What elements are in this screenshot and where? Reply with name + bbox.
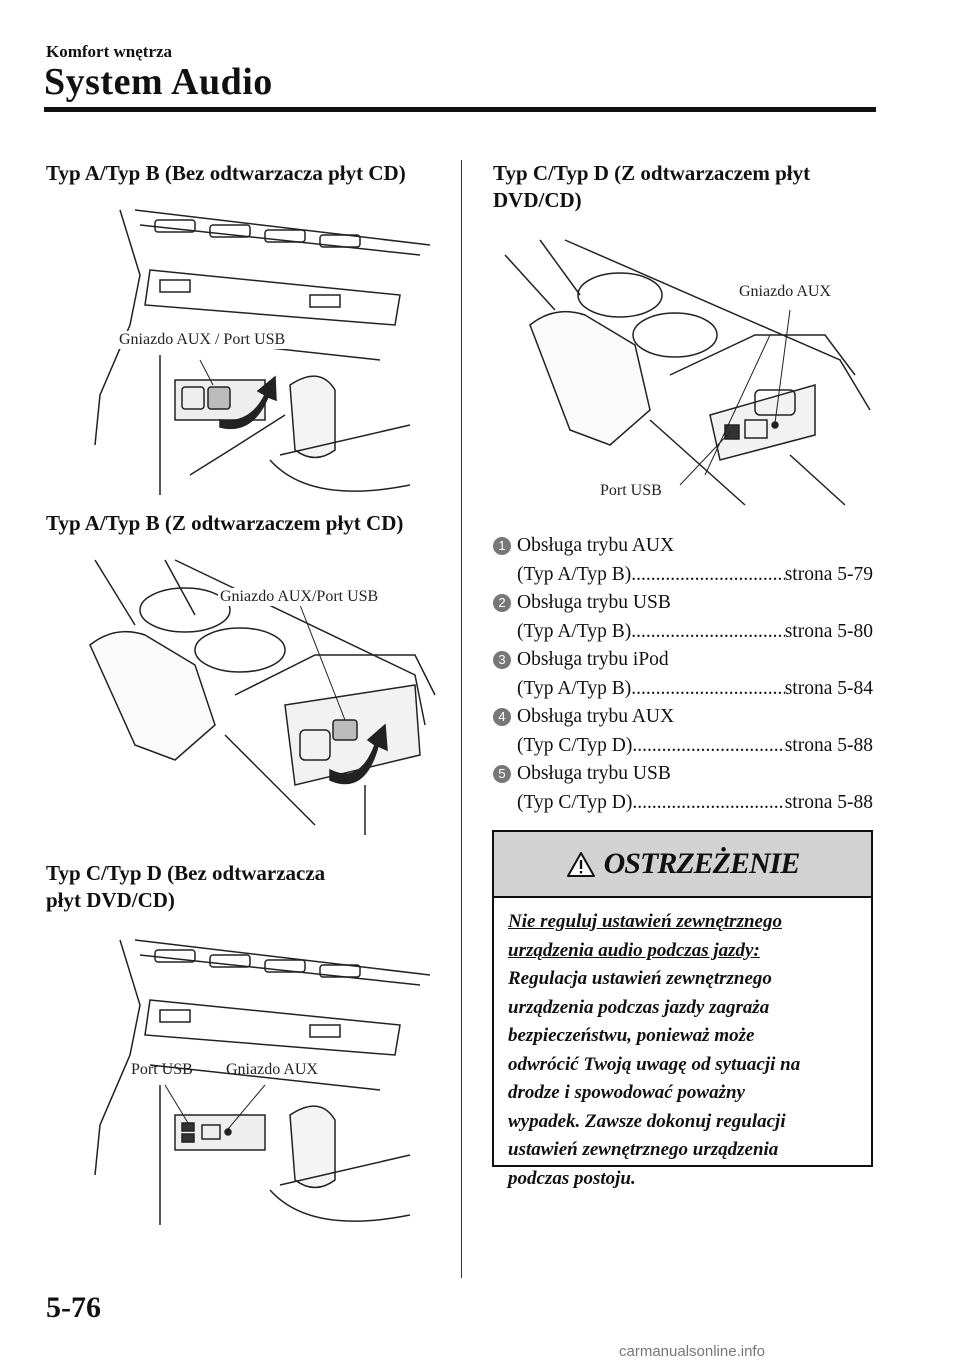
page-ref-link[interactable]: strona 5-88 bbox=[784, 791, 873, 813]
ref-sub: (Typ A/Typ B) bbox=[517, 563, 632, 585]
warning-title: OSTRZEŻENIE bbox=[603, 847, 800, 880]
warning-lead-line: Nie reguluj ustawień zewnętrznego bbox=[508, 911, 782, 932]
warning-text-line: odwrócić Twoją uwagę od sytuacji na bbox=[508, 1053, 801, 1075]
number-badge: 5 bbox=[493, 765, 511, 783]
dot-leader bbox=[631, 618, 784, 647]
fig1-heading: Typ A/Typ B (Bez odtwarzacza płyt CD) bbox=[46, 161, 406, 185]
dot-leader bbox=[632, 789, 784, 818]
number-badge: 4 bbox=[493, 708, 511, 726]
fig2-callout-aux-usb: Gniazdo AUX/Port USB bbox=[220, 588, 379, 605]
watermark: carmanualsonline.info bbox=[619, 1343, 765, 1360]
fig4-heading-line2: DVD/CD) bbox=[493, 188, 582, 212]
warning-text-line: podczas postoju. bbox=[508, 1167, 636, 1189]
fig3-illustration bbox=[80, 935, 440, 1235]
warning-body bbox=[494, 898, 871, 1193]
page-ref-link[interactable]: strona 5-80 bbox=[784, 620, 873, 642]
ref-label: Obsługa trybu USB bbox=[517, 763, 671, 784]
ref-label: Obsługa trybu USB bbox=[517, 592, 671, 613]
fig4-callout-usb: Port USB bbox=[600, 482, 662, 499]
ref-sub: (Typ A/Typ B) bbox=[517, 620, 632, 642]
section-label: Komfort wnętrza bbox=[46, 42, 173, 61]
warning-text-line: wypadek. Zawsze dokonuj regulacji bbox=[508, 1110, 786, 1132]
warning-text-line: Regulacja ustawień zewnętrznego bbox=[508, 968, 772, 989]
ref-label: Obsługa trybu AUX bbox=[517, 706, 675, 727]
dot-leader bbox=[632, 732, 784, 761]
page-number: 5-76 bbox=[46, 1291, 101, 1324]
fig3-heading-line2: płyt DVD/CD) bbox=[46, 888, 175, 912]
ref-sub: (Typ A/Typ B) bbox=[517, 677, 632, 699]
reference-list bbox=[493, 532, 873, 817]
fig2-illustration bbox=[75, 555, 445, 845]
list-item bbox=[493, 589, 873, 646]
warning-text-line: ustawień zewnętrznego urządzenia bbox=[508, 1139, 779, 1160]
list-item bbox=[493, 532, 873, 589]
fig4-heading-line1: Typ C/Typ D (Z odtwarzaczem płyt bbox=[493, 161, 811, 185]
page-title: System Audio bbox=[44, 61, 273, 103]
fig1-callout-aux-usb: Gniazdo AUX / Port USB bbox=[119, 331, 286, 348]
page-ref-link[interactable]: strona 5-84 bbox=[784, 677, 873, 699]
number-badge: 1 bbox=[493, 537, 511, 555]
cupholder-console-icon bbox=[495, 235, 875, 525]
number-badge: 3 bbox=[493, 651, 511, 669]
fig4-callout-aux: Gniazdo AUX bbox=[739, 283, 831, 300]
list-item bbox=[493, 760, 873, 817]
fig1-illustration bbox=[80, 205, 440, 505]
fig4-illustration bbox=[495, 235, 875, 525]
page-ref-link[interactable]: strona 5-79 bbox=[784, 563, 873, 585]
warning-text-line: bezpieczeństwu, ponieważ może bbox=[508, 1025, 755, 1046]
warning-text-line: drodze i spowodować poważny bbox=[508, 1082, 745, 1103]
dot-leader bbox=[631, 675, 784, 704]
fig3-heading-line1: Typ C/Typ D (Bez odtwarzacza bbox=[46, 861, 326, 885]
list-item bbox=[493, 646, 873, 703]
page-ref-link[interactable]: strona 5-88 bbox=[784, 734, 873, 756]
column-divider bbox=[461, 160, 462, 1278]
warning-lead-line: urządzenia audio podczas jazdy: bbox=[508, 939, 760, 961]
ref-label: Obsługa trybu AUX bbox=[517, 535, 675, 556]
fig3-callout-usb: Port USB bbox=[131, 1061, 193, 1078]
number-badge: 2 bbox=[493, 594, 511, 612]
list-item bbox=[493, 703, 873, 760]
warning-text-line: urządzenia podczas jazdy zagraża bbox=[508, 996, 770, 1018]
fig2-heading: Typ A/Typ B (Z odtwarzaczem płyt CD) bbox=[46, 511, 404, 535]
title-divider bbox=[44, 107, 876, 112]
warning-header bbox=[494, 832, 871, 898]
warning-box bbox=[492, 830, 873, 1189]
console-drawing-icon bbox=[80, 935, 440, 1235]
warning-triangle-icon bbox=[566, 851, 596, 878]
ref-sub: (Typ C/Typ D) bbox=[517, 791, 633, 813]
ref-sub: (Typ C/Typ D) bbox=[517, 734, 633, 756]
ref-label: Obsługa trybu iPod bbox=[517, 649, 669, 670]
console-drawing-icon bbox=[80, 205, 440, 505]
fig3-callout-aux: Gniazdo AUX bbox=[226, 1061, 318, 1078]
dot-leader bbox=[631, 561, 784, 590]
